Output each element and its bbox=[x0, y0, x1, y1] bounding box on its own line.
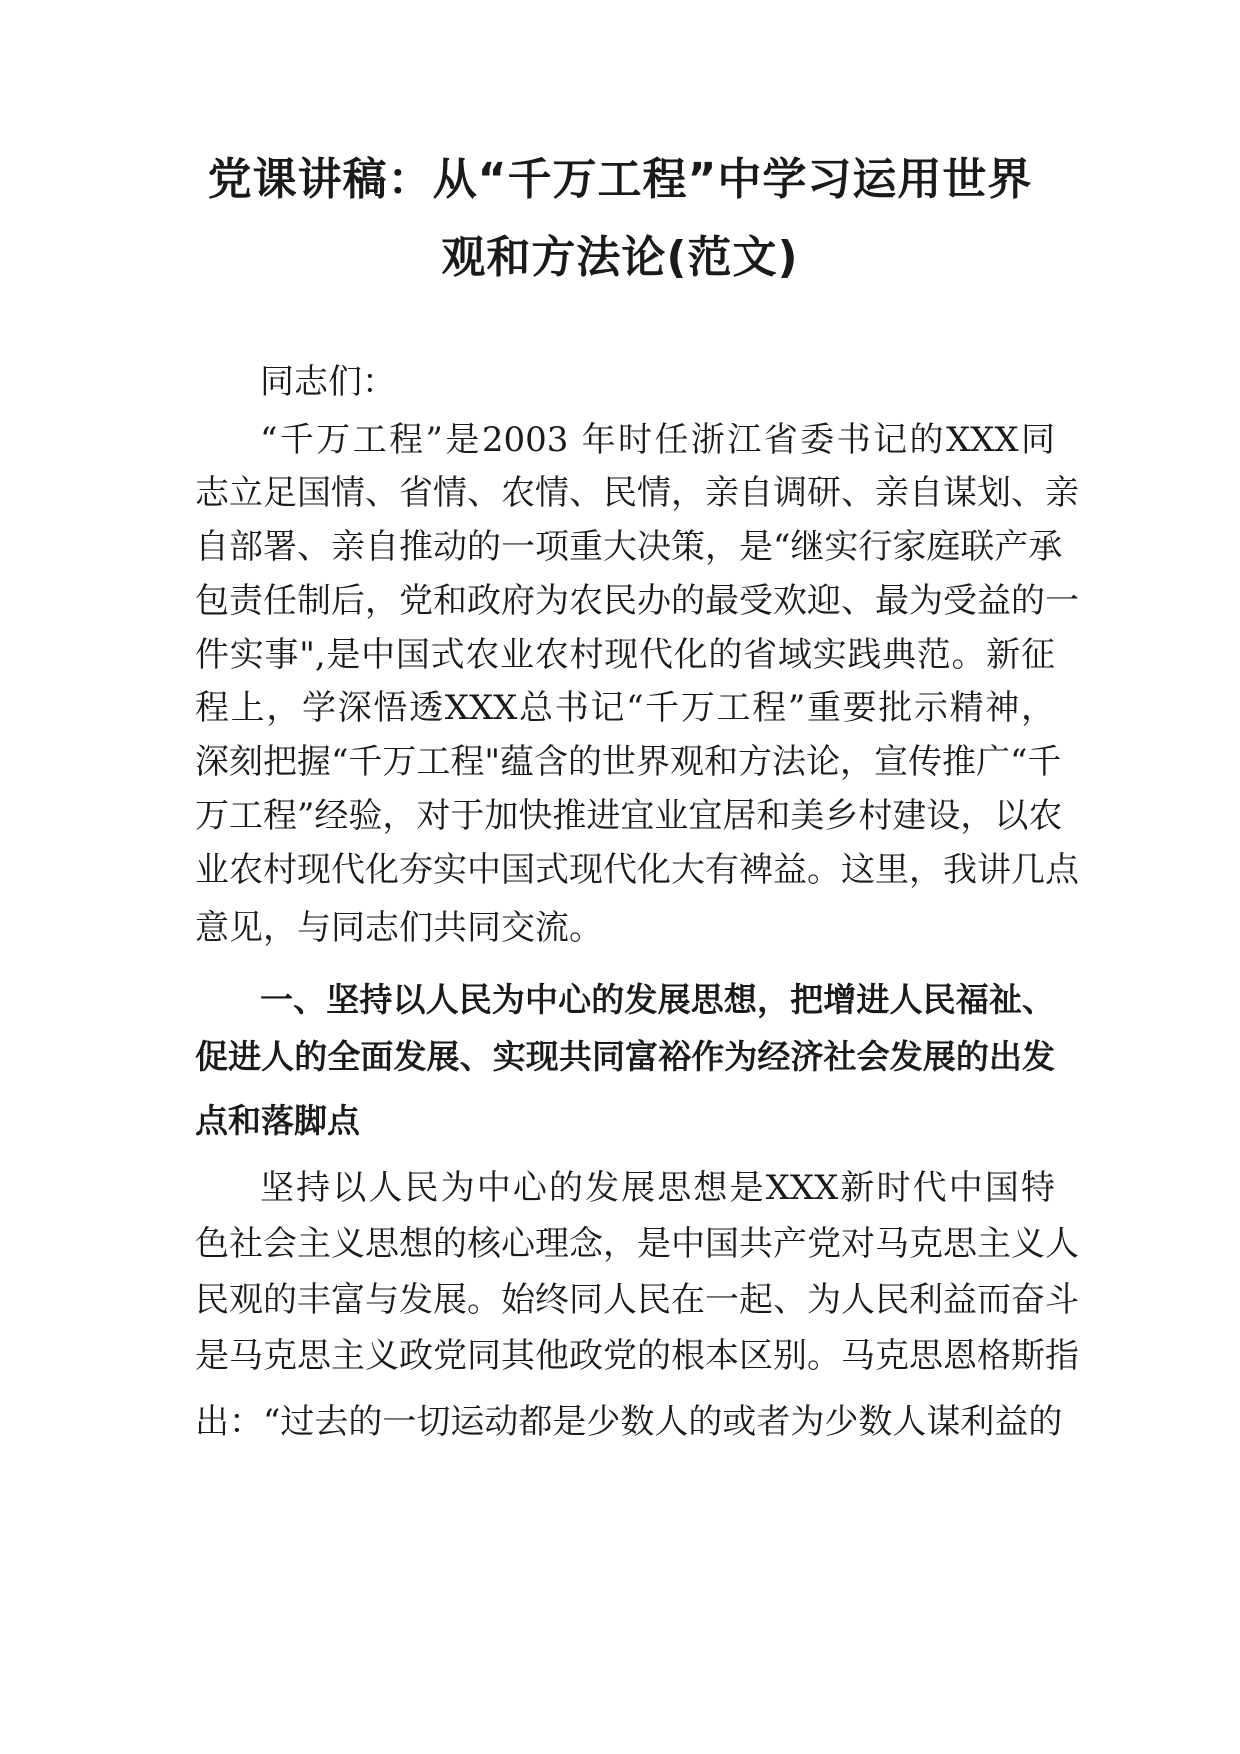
paragraph-line: “千万工程”是2003 年时任浙江省委书记的XXX同 bbox=[260, 420, 1055, 460]
section-heading-line: 点和落脚点 bbox=[195, 1101, 360, 1140]
paragraph-line: 程上，学深悟透XXX总书记“千万工程”重要批示精神， bbox=[195, 688, 1055, 728]
paragraph-line: 件实事",是中国式农业农村现代化的省域实践典范。新征 bbox=[195, 635, 1055, 675]
section-heading-line: 促进人的全面发展、实现共同富裕作为经济社会发展的出发 bbox=[195, 1037, 1055, 1076]
document-title-line-1: 党课讲稿：从“千万工程”中学习运用世界 bbox=[207, 154, 1033, 205]
paragraph-line: 色社会主义思想的核心理念，是中国共产党对马克思主义人 bbox=[195, 1224, 1079, 1264]
paragraph-line: 自部署、亲自推动的一项重大决策，是“继实行家庭联产承 bbox=[195, 527, 1063, 567]
paragraph-line: 是马克思主义政党同其他政党的根本区别。马克思恩格斯指 bbox=[195, 1336, 1079, 1376]
document-title-line-2: 观和方法论(范文) bbox=[441, 232, 799, 283]
paragraph-line: 深刻把握“千万工程"蕴含的世界观和方法论，宣传推广“千 bbox=[195, 742, 1062, 782]
paragraph-line: 坚持以人民为中心的发展思想是XXX新时代中国特 bbox=[260, 1168, 1055, 1208]
paragraph-line: 业农村现代化夯实中国式现代化大有裨益。这里，我讲几点 bbox=[195, 850, 1079, 890]
paragraph-line: 万工程”经验，对于加快推进宜业宜居和美乡村建设，以农 bbox=[195, 796, 1063, 836]
paragraph-line: 意见，与同志们共同交流。 bbox=[195, 908, 603, 948]
paragraph-line: 民观的丰富与发展。始终同人民在一起、为人民利益而奋斗 bbox=[195, 1280, 1079, 1320]
paragraph-line: 包责任制后，党和政府为农民办的最受欢迎、最为受益的一 bbox=[195, 581, 1079, 621]
section-heading-line: 一、坚持以人民为中心的发展思想，把增进人民福祉、 bbox=[260, 980, 1055, 1019]
paragraph-line: 出：“过去的一切运动都是少数人的或者为少数人谋利益的 bbox=[195, 1402, 1063, 1442]
paragraph-line: 志立足国情、省情、农情、民情，亲自调研、亲自谋划、亲 bbox=[195, 473, 1079, 513]
salutation: 同志们： bbox=[260, 362, 396, 402]
